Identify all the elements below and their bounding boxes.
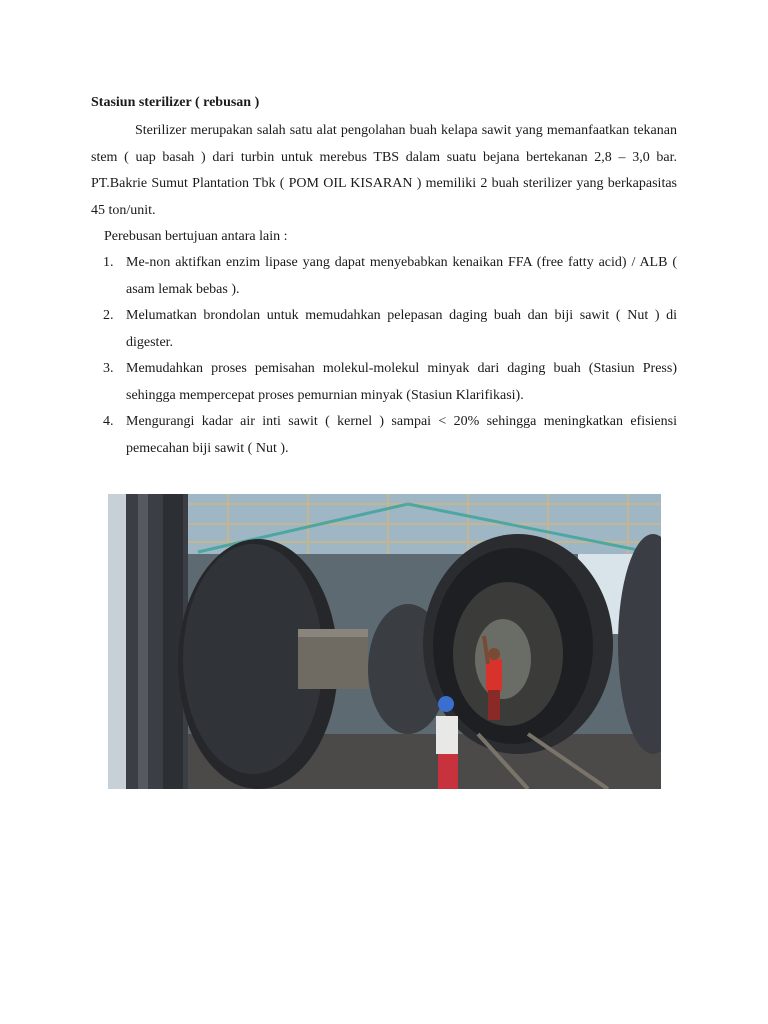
list-item-text: Melumatkan brondolan untuk memudahkan pelepasan daging buah dan biji sawit ( Nut ) di digester.	[126, 308, 677, 350]
list-item-number: 1.	[103, 255, 114, 270]
section-heading: Stasiun sterilizer ( rebusan )	[91, 95, 260, 110]
list-item-text: Me-non aktifkan enzim lipase yang dapat menyebabkan kenaikan FFA (free fatty acid) / ALB ( asam lemak bebas ).	[126, 255, 677, 297]
list-item-number: 4.	[103, 414, 114, 429]
list-item-number: 2.	[103, 308, 114, 323]
list-item-text: Mengurangi kadar air inti sawit ( kernel ) sampai < 20% sehingga meningkatkan efisiensi pemecahan biji sawit ( Nut ).	[126, 414, 677, 456]
list-item	[91, 303, 677, 356]
sterilizer-photo	[108, 494, 661, 789]
list-item-number: 3.	[103, 361, 114, 376]
list-intro: Perebusan bertujuan antara lain :	[104, 229, 288, 244]
body-paragraph: Sterilizer merupakan salah satu alat pengolahan buah kelapa sawit yang memanfaatkan tekanan stem ( uap basah ) dari turbin untuk merebus TBS dalam suatu bejana bertekanan 2,8 – 3,0 bar. PT.Bakrie Sumut Plantation Tbk ( POM OIL KISARAN ) memiliki 2 buah sterilizer yang berkapasitas 45 ton/unit.	[91, 123, 677, 218]
list-item	[91, 409, 677, 462]
purpose-list	[91, 250, 677, 462]
list-item	[91, 356, 677, 409]
list-item-text: Memudahkan proses pemisahan molekul-molekul minyak dari daging buah (Stasiun Press) sehingga mempercepat proses pemurnian minyak (Stasiun Klarifikasi).	[126, 361, 677, 403]
list-item	[91, 250, 677, 303]
